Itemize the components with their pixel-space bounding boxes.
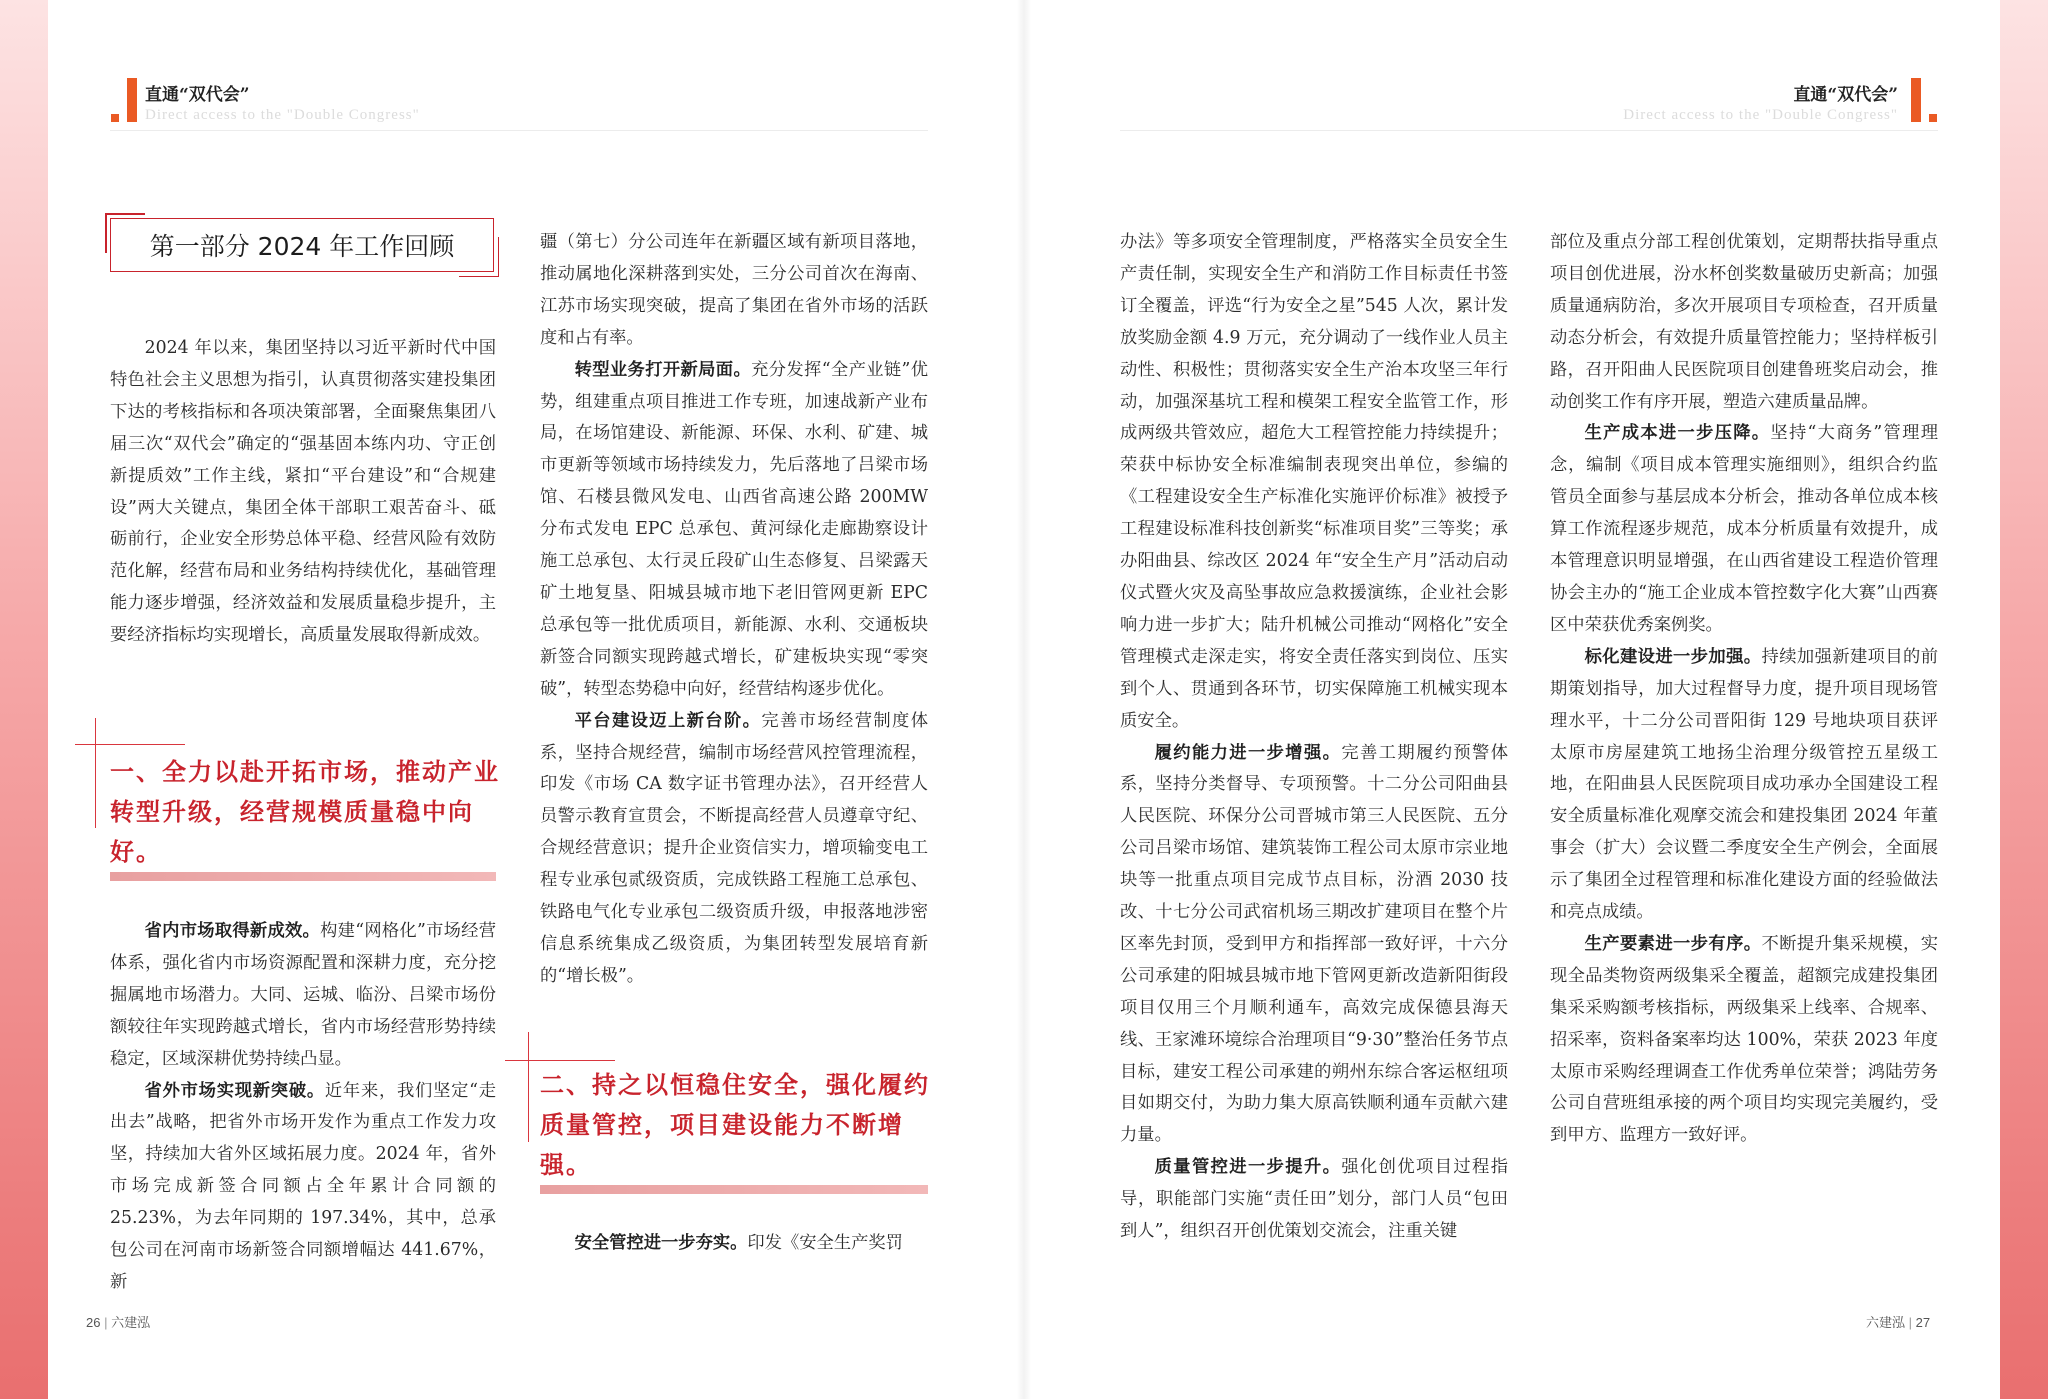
p-continued-safety: 办法》等多项安全管理制度，严格落实全员安全生产责任制，实现安全生产和消防工作目标责任书签订全覆盖，评选“行为安全之星”545 人次，累计发放奖励金额 4.9 万元，充分调动了一线作业人员主动性、积极性；贯彻落实安全生产治本攻坚三年行动，加强深基坑工程和模架工程安全监管工作，形成两级共管效应，超危大工程管控能力持续提升；荣获中标协安全标准编制表现突出单位，参编的《工程建设安全生产标准化实施评价标准》被授予工程建设标准科技创新奖“标准项目奖”三等奖；承办阳曲县、综改区 2024 年“安全生产月”活动启动仪式暨火灾及高坠事故应急救援演练，企业社会影响力进一步扩大；陆升机械公司推动“网格化”安全管理模式走深走实，将安全责任落实到岗位、压实到个人、贯通到各环节，切实保障施工机械实现本质安全。	[1120, 232, 1508, 731]
p-body-cost: 坚持“大商务”管理理念，编制《项目成本管理实施细则》，组织合约监管员全面参与基层成本分析会，推动各单位成本核算工作流程逐步规范，成本分析质量有效提升，成本管理意识明显增强，在山西省建设工程造价管理协会主办的“施工企业成本管控数字化大赛”山西赛区中荣获优秀案例奖。	[1550, 423, 1938, 635]
p-body-platform: 完善市场经营制度体系，坚持合规经营，编制市场经营风控管理流程，印发《市场 CA 数字证书管理办法》，召开经营人员警示教育宣贯会，不断提高经营人员遵章守纪、合规经营意识；提升企业资信实力，增项输变电工程专业承包贰级资质，完成铁路工程施工总承包、铁路电气化专业承包二级资质升级，申报落地涉密信息系统集成乙级资质，为集团转型发展培育新的“增长极”。	[540, 710, 928, 986]
column-2	[540, 227, 928, 993]
p-lead-safety: 安全管控进一步夯实。	[574, 1233, 748, 1253]
section1-heading: 一、全力以赴开拓市场，推动产业转型升级，经营规模质量稳中向好。	[110, 758, 500, 866]
p-continued-xinjiang: 疆（第七）分公司连年在新疆区域有新项目落地，推动属地化深耕落到实处，三分公司首次在海南、江苏市场实现突破，提高了集团在省外市场的活跃度和占有率。	[540, 232, 928, 348]
p-body-provincial: 构建“网格化”市场经营体系，强化省内市场资源配置和深耕力度，充分挖掘属地市场潜力。大同、运城、临汾、吕梁市场份额较往年实现跨越式增长，省内市场经营形势持续稳定，区域深耕优势持续凸显。	[110, 921, 496, 1069]
p-body-transformation: 充分发挥“全产业链”优势，组建重点项目推进工作专班，加速战新产业布局，在场馆建设、新能源、环保、水利、矿建、城市更新等领域市场持续发力，先后落地了吕梁市场馆、石楼县微风发电、山西省高速公路 200MW 分布式发电 EPC 总承包、黄河绿化走廊勘察设计施工总承包、太行灵丘段矿山生态修复、吕梁露天矿土地复垦、阳城县城市地下老旧管网更新 EPC 总承包等一批优质项目，新能源、水利、交通板块新签合同额实现跨越式增长，矿建板块实现“零突破”，转型态势稳中向好，经营结构逐步优化。	[540, 359, 928, 699]
p-lead-production-factors: 生产要素进一步有序。	[1584, 933, 1762, 954]
page-gutter	[1017, 0, 1031, 1399]
section1-cross-horizontal	[75, 744, 185, 745]
footer-left: 26 | 六建泓	[86, 1315, 151, 1330]
column-2-lower	[540, 1228, 928, 1260]
section1-underline-bar	[110, 872, 496, 881]
header-subtitle-right: Direct access to the "Double Congress"	[1623, 107, 1898, 123]
p-body-out-of-province: 近年来，我们坚定“走出去”战略，把省外市场开发作为重点工作发力攻坚，持续加大省外区域拓展力度。2024 年，省外市场完成新签合同额占全年累计合同额的 25.23%，为去年同期的 197.34%，其中，总承包公司在河南市场新签合同额增幅达 441.67%，新	[110, 1080, 496, 1292]
section2-cross-horizontal	[505, 1060, 615, 1061]
intro-paragraph: 2024 年以来，集团坚持以习近平新时代中国特色社会主义思想为指引，认真贯彻落实建投集团下达的考核指标和各项决策部署，全面聚焦集团八届三次“双代会”确定的“强基固本练内功、守正创新提质效”工作主线，紧扣“平台建设”和“合规建设”两大关键点，集团全体干部职工艰苦奋斗、砥砺前行，企业安全形势总体平稳、经营风险有效防范化解，经营布局和业务结构持续优化，基础管理能力逐步增强，经济效益和发展质量稳步提升，主要经济指标均实现增长，高质量发展取得新成效。	[110, 338, 496, 646]
section2-heading: 二、持之以恒稳住安全，强化履约质量管控，项目建设能力不断增强。	[540, 1071, 930, 1179]
page-number-left: 26	[86, 1315, 101, 1330]
header-left	[145, 80, 420, 124]
header-rule-right	[1120, 130, 1938, 131]
p-body-performance: 完善工期履约预警体系，坚持分类督导、专项预警。十二分公司阳曲县人民医院、环保分公司晋城市第三人民医院、五分公司吕梁市场馆、建筑装饰工程公司太原市宗业地块等一批重点项目完成节点目标，汾酒 2030 技改、十七分公司武宿机场三期改扩建项目在整个片区率先封顶，受到甲方和指挥部一致好评，十六分公司承建的阳城县城市地下管网更新改造新阳街段项目仅用三个月顺利通车，高效完成保德县海天线、王家滩环境综合治理项目“9·30”整治任务节点目标，建安工程公司承建的朔州东综合客运枢纽项目如期交付，为助力集大原高铁顺利通车贡献六建力量。	[1120, 742, 1508, 1146]
header-rule-left	[110, 130, 928, 131]
column-1-lower	[110, 916, 496, 1299]
brand-right: 六建泓	[1866, 1315, 1906, 1330]
column-3	[1120, 227, 1508, 1248]
right-edge-decoration	[2000, 0, 2048, 1399]
p-body-production-factors: 不断提升集采规模，实现全品类物资两级集采全覆盖，超额完成建投集团集采采购额考核指标，两级集采上线率、合规率、招采率，资料备案率均达 100%，荣获 2023 年度太原市采购经理调查工作优秀单位荣誉；鸿陆劳务公司自营班组承接的两个项目均实现完美履约，受到甲方、监理方一致好评。	[1550, 933, 1938, 1146]
section2-underline-bar	[540, 1185, 928, 1194]
p-lead-performance: 履约能力进一步增强。	[1154, 742, 1342, 763]
part-title-box	[110, 218, 494, 272]
header-accent-bar-left	[127, 78, 137, 122]
p-lead-platform: 平台建设迈上新台阶。	[574, 710, 762, 731]
section2-cross-vertical	[528, 1032, 529, 1142]
p-lead-out-of-province: 省外市场实现新突破。	[144, 1080, 325, 1101]
p-lead-standardization: 标化建设进一步加强。	[1584, 646, 1762, 667]
header-title-left: 直通“双代会”	[145, 85, 250, 105]
p-body-safety: 印发《安全生产奖罚	[747, 1233, 903, 1253]
header-accent-dot-left	[111, 114, 119, 122]
p-body-quality: 强化创优项目过程指导，职能部门实施“责任田”划分，部门人员“包田到人”，组织召开创优策划交流会，注重关键	[1120, 1157, 1508, 1242]
p-lead-cost: 生产成本进一步压降。	[1584, 423, 1771, 444]
header-accent-bar-right	[1911, 78, 1921, 122]
section1-cross-vertical	[95, 718, 96, 828]
header-right	[1623, 80, 1898, 124]
header-title-right: 直通“双代会”	[1793, 85, 1898, 105]
p-lead-provincial: 省内市场取得新成效。	[144, 921, 321, 941]
brand-left: 六建泓	[111, 1315, 151, 1330]
column-4	[1550, 227, 1938, 1152]
p-lead-quality: 质量管控进一步提升。	[1154, 1157, 1342, 1178]
footer-right: 六建泓 | 27	[1866, 1315, 1931, 1330]
header-accent-dot-right	[1929, 114, 1937, 122]
left-edge-decoration	[0, 0, 48, 1399]
header-subtitle-left: Direct access to the "Double Congress"	[145, 107, 420, 123]
part-title: 第一部分 2024 年工作回顾	[149, 232, 455, 261]
page-number-right: 27	[1915, 1315, 1931, 1330]
p-body-standardization: 持续加强新建项目的前期策划指导，加大过程督导力度，提升项目现场管理水平，十二分公司晋阳街 129 号地块项目获评太原市房屋建筑工地扬尘治理分级管控五星级工地，在阳曲县人民医院项目成功承办全国建设工程安全质量标准化观摩交流会和建投集团 2024 年董事会（扩大）会议暨二季度安全生产例会，全面展示了集团全过程管理和标准化建设方面的经验做法和亮点成绩。	[1550, 646, 1938, 923]
p-lead-transformation: 转型业务打开新局面。	[574, 359, 752, 380]
p-continued-quality: 部位及重点分部工程创优策划，定期帮扶指导重点项目创优进展，汾水杯创奖数量破历史新高；加强质量通病防治，多次开展项目专项检查，召开质量动态分析会，有效提升质量管控能力；坚持样板引路，召开阳曲人民医院项目创建鲁班奖启动会，推动创奖工作有序开展，塑造六建质量品牌。	[1550, 232, 1938, 412]
column-1	[110, 333, 496, 652]
